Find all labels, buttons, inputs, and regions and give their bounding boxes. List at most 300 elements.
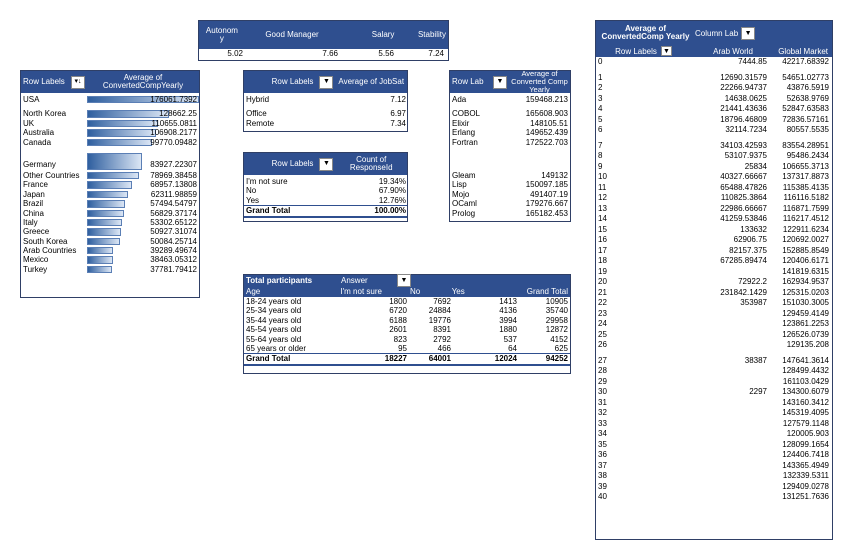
cell-global-market: 52847.63583 bbox=[782, 104, 829, 113]
age-total-not-sure: 18227 bbox=[384, 354, 407, 364]
row-label: Ada bbox=[452, 95, 467, 104]
table-row bbox=[450, 199, 570, 208]
age-col-no: No bbox=[409, 287, 421, 296]
filter-icon[interactable]: ▼ bbox=[493, 76, 507, 89]
row-value: 38463.05312 bbox=[150, 255, 197, 265]
country-header-row bbox=[21, 71, 199, 93]
age-col-not-sure: I'm not sure bbox=[340, 287, 382, 296]
row-label: 11 bbox=[598, 182, 607, 192]
row-value: 6.97 bbox=[390, 109, 406, 119]
table-row bbox=[596, 492, 832, 503]
row-value: 99770.09482 bbox=[150, 137, 197, 147]
table-row bbox=[21, 218, 199, 227]
row-label: UK bbox=[23, 118, 35, 128]
cell-global-market: 145319.4095 bbox=[782, 408, 829, 417]
table-row bbox=[244, 119, 407, 128]
row-value: 12.76% bbox=[378, 195, 406, 205]
cell-global-market: 106655.3713 bbox=[782, 161, 829, 171]
row-value: 172522.703 bbox=[525, 137, 568, 147]
total-participants-label: Total participants bbox=[246, 276, 313, 285]
cell-global-market: 128499.4432 bbox=[782, 366, 829, 375]
filter-icon[interactable]: ▼ bbox=[319, 76, 333, 89]
value-cell bbox=[87, 128, 197, 137]
table-row bbox=[596, 151, 832, 162]
cell-global-market: 141819.6315 bbox=[782, 266, 829, 276]
cell-global-market: 52638.9769 bbox=[786, 93, 829, 103]
cell-no: 2792 bbox=[433, 334, 451, 344]
row-label: 32 bbox=[598, 408, 607, 417]
cell-global-market: 122911.6234 bbox=[782, 224, 829, 234]
row-label: 15 bbox=[598, 224, 607, 234]
cell-global-market: 129135.208 bbox=[786, 340, 829, 349]
row-label: No bbox=[246, 186, 257, 196]
cell-global-market: 124406.7418 bbox=[782, 450, 829, 459]
table-row bbox=[596, 298, 832, 309]
cell-arab-world bbox=[690, 450, 767, 461]
value-cell bbox=[87, 265, 197, 274]
row-label: 24 bbox=[598, 319, 607, 328]
cell-arab-world: 62906.75 bbox=[733, 235, 767, 244]
value-cell bbox=[87, 171, 197, 180]
autonomy-header: Autonom y bbox=[205, 25, 238, 43]
column-filter-icon[interactable]: ▼ bbox=[741, 27, 755, 40]
row-label: 36 bbox=[598, 450, 607, 459]
cell-arab-world: 7444.85 bbox=[738, 57, 767, 66]
row-label: 9 bbox=[598, 161, 603, 171]
table-row bbox=[596, 319, 832, 330]
response-value-header: Count of ResponseId bbox=[349, 154, 393, 172]
cell-arab-world bbox=[690, 408, 767, 419]
row-label: USA bbox=[23, 95, 40, 104]
row-label: Turkey bbox=[23, 264, 48, 274]
cell-arab-world: 18796.46809 bbox=[720, 114, 767, 124]
row-label: 31 bbox=[598, 397, 607, 407]
table-row bbox=[596, 277, 832, 288]
row-label: 14 bbox=[598, 214, 607, 223]
table-row bbox=[21, 109, 199, 118]
cell-global-market: 72836.57161 bbox=[782, 114, 829, 124]
value-cell bbox=[87, 246, 197, 255]
age-total-label: Grand Total bbox=[246, 354, 291, 364]
cell-arab-world bbox=[690, 267, 767, 278]
cell-global-market: 147641.3614 bbox=[782, 355, 829, 365]
cell-no: 8391 bbox=[433, 325, 451, 335]
table-row bbox=[21, 95, 199, 104]
table-row bbox=[450, 138, 570, 147]
age-total-row bbox=[244, 353, 570, 365]
table-row bbox=[450, 119, 570, 128]
cell-arab-world bbox=[690, 440, 767, 451]
row-label: South Korea bbox=[23, 236, 68, 246]
row-label: 30 bbox=[598, 387, 607, 396]
row-value: 78969.38458 bbox=[150, 170, 197, 180]
cell-global-market: 126526.0739 bbox=[782, 329, 829, 339]
table-row bbox=[21, 119, 199, 128]
table-row bbox=[244, 297, 570, 306]
table-row bbox=[21, 152, 199, 171]
response-row-labels-header bbox=[244, 158, 335, 171]
row-label: Canada bbox=[23, 137, 52, 147]
row-value: 57494.54797 bbox=[150, 199, 197, 209]
cell-global-market: 132339.5311 bbox=[782, 471, 829, 480]
row-label: 3 bbox=[598, 93, 603, 103]
table-row bbox=[21, 237, 199, 246]
language-header-row bbox=[450, 71, 570, 93]
row-label: 22 bbox=[598, 298, 607, 307]
row-label: 45-54 years old bbox=[246, 325, 302, 335]
row-label: Brazil bbox=[23, 199, 44, 209]
table-row bbox=[596, 288, 832, 299]
row-label: 18 bbox=[598, 256, 607, 265]
response-total-label: Grand Total bbox=[246, 206, 291, 216]
row-value: 179276.667 bbox=[525, 199, 568, 209]
cell-arab-world bbox=[690, 340, 767, 351]
cell-arab-world: 67285.89474 bbox=[720, 256, 767, 265]
age-title-row bbox=[244, 275, 570, 286]
value-cell bbox=[87, 227, 197, 236]
global-market-header: Global Market bbox=[778, 46, 828, 56]
row-label: Other Countries bbox=[23, 170, 80, 180]
cell-grand-total: 12872 bbox=[545, 325, 568, 335]
cell-arab-world: 72922.2 bbox=[738, 277, 767, 286]
cell-arab-world bbox=[690, 492, 767, 503]
table-row bbox=[596, 204, 832, 215]
language-row-labels-header bbox=[450, 76, 509, 89]
row-label: Elixir bbox=[452, 118, 470, 128]
country-row-labels-text: Row Labels bbox=[23, 76, 65, 86]
table-row bbox=[596, 214, 832, 225]
age-rows bbox=[244, 297, 570, 353]
age-total-yes: 12024 bbox=[494, 354, 517, 364]
row-label: 17 bbox=[598, 245, 607, 255]
value-cell bbox=[87, 95, 197, 104]
country-rows bbox=[21, 93, 199, 274]
row-value: 68957.13808 bbox=[150, 180, 197, 190]
table-row bbox=[244, 335, 570, 344]
cell-global-market: 134300.6079 bbox=[782, 387, 829, 396]
row-label: 8 bbox=[598, 151, 603, 160]
value-cell bbox=[87, 138, 197, 147]
row-label: 65 years or older bbox=[246, 343, 307, 353]
country-value-header: Average of ConvertedCompYearly bbox=[102, 72, 184, 90]
attributes-pivot bbox=[198, 20, 449, 61]
salary-value: 5.56 bbox=[378, 49, 394, 58]
age-header-row bbox=[244, 286, 570, 297]
table-row bbox=[244, 316, 570, 325]
table-row bbox=[596, 267, 832, 278]
cell-arab-world bbox=[690, 429, 767, 440]
cell-arab-world: 82157.375 bbox=[729, 245, 767, 255]
cell-grand-total: 10905 bbox=[545, 297, 568, 306]
cell-yes: 1413 bbox=[499, 297, 517, 306]
row-value: 39289.49674 bbox=[150, 246, 197, 256]
table-row bbox=[244, 109, 407, 118]
cell-no: 7692 bbox=[433, 297, 451, 306]
language-value-header: Average of Converted Comp Yearly bbox=[511, 69, 568, 94]
cell-arab-world: 21441.43636 bbox=[720, 104, 767, 113]
response-pivot bbox=[243, 152, 408, 222]
jobsat-header-row bbox=[244, 71, 407, 93]
value-cell bbox=[87, 152, 197, 171]
table-row bbox=[596, 387, 832, 398]
table-row bbox=[596, 461, 832, 472]
row-value: 176061.7392 bbox=[150, 95, 197, 104]
row-label: Italy bbox=[23, 217, 38, 227]
sort-filter-icon[interactable]: ▾↓ bbox=[71, 76, 85, 89]
row-label: 35 bbox=[598, 439, 607, 449]
cell-yes: 3994 bbox=[499, 315, 517, 325]
row-label: 35-44 years old bbox=[246, 315, 302, 325]
row-value: 19.34% bbox=[378, 177, 406, 186]
cell-global-market: 95486.2434 bbox=[786, 151, 829, 160]
filter-icon[interactable]: ▼ bbox=[661, 46, 672, 56]
cell-global-market: 137317.8873 bbox=[782, 172, 829, 181]
cell-global-market: 129409.0278 bbox=[782, 481, 829, 491]
table-row bbox=[244, 95, 407, 104]
age-total-grand: 94252 bbox=[545, 354, 568, 364]
table-row bbox=[596, 162, 832, 173]
row-label: 7 bbox=[598, 140, 603, 150]
table-row bbox=[21, 190, 199, 199]
cell-grand-total: 4152 bbox=[550, 334, 568, 344]
table-row bbox=[450, 171, 570, 180]
answer-filter-icon[interactable]: ▼ bbox=[397, 274, 411, 287]
cell-not-sure: 823 bbox=[393, 334, 407, 344]
table-row bbox=[596, 450, 832, 461]
cell-arab-world bbox=[690, 471, 767, 482]
experience-header-row bbox=[596, 21, 832, 45]
cell-global-market: 54651.02773 bbox=[782, 72, 829, 82]
cell-global-market: 42217.68392 bbox=[782, 57, 829, 66]
row-value: 50084.25714 bbox=[150, 236, 197, 246]
row-value: 37781.79412 bbox=[150, 264, 197, 274]
value-cell bbox=[87, 255, 197, 264]
row-label: 4 bbox=[598, 104, 603, 113]
row-label: 13 bbox=[598, 203, 607, 213]
cell-global-market: 120406.6171 bbox=[782, 256, 829, 265]
table-row bbox=[21, 199, 199, 208]
row-label: Erlang bbox=[452, 128, 476, 138]
row-label: Mexico bbox=[23, 255, 49, 265]
table-row bbox=[596, 57, 832, 68]
cell-not-sure: 1800 bbox=[389, 297, 407, 306]
cell-arab-world bbox=[690, 398, 767, 409]
table-row bbox=[596, 73, 832, 84]
row-label: 1 bbox=[598, 72, 603, 82]
cell-arab-world bbox=[690, 482, 767, 493]
table-row bbox=[596, 183, 832, 194]
row-label: 26 bbox=[598, 340, 607, 349]
country-row-labels-header bbox=[21, 76, 87, 89]
cell-global-market: 129459.4149 bbox=[782, 308, 829, 318]
cell-no: 24884 bbox=[428, 306, 451, 316]
cell-arab-world bbox=[690, 419, 767, 430]
table-row bbox=[596, 377, 832, 388]
cell-global-market: 43876.5919 bbox=[786, 83, 829, 92]
cell-arab-world: 32114.7234 bbox=[725, 125, 767, 134]
row-value: 62311.98859 bbox=[150, 189, 197, 199]
stability-header: Stability bbox=[417, 29, 446, 39]
cell-not-sure: 95 bbox=[398, 343, 407, 353]
age-pivot bbox=[243, 274, 571, 374]
table-row bbox=[596, 408, 832, 419]
cell-global-market: 120692.0027 bbox=[782, 235, 829, 244]
cell-arab-world bbox=[690, 377, 767, 388]
row-label: 28 bbox=[598, 366, 607, 375]
experience-pivot bbox=[595, 20, 833, 540]
experience-rows bbox=[596, 57, 832, 503]
response-total-value: 100.00% bbox=[374, 206, 406, 216]
answer-label: Answer bbox=[341, 276, 368, 285]
cell-global-market: 116217.4512 bbox=[782, 214, 829, 223]
cell-arab-world: 12690.31579 bbox=[720, 72, 767, 82]
row-label: 33 bbox=[598, 418, 607, 428]
table-row bbox=[596, 115, 832, 126]
row-label: Germany bbox=[23, 159, 56, 169]
row-label: 19 bbox=[598, 266, 607, 276]
cell-global-market: 161103.0429 bbox=[782, 376, 829, 386]
cell-not-sure: 6188 bbox=[389, 315, 407, 325]
autonomy-value: 5.02 bbox=[227, 49, 243, 58]
column-labels-header bbox=[695, 27, 755, 40]
cell-arab-world: 41259.53846 bbox=[720, 214, 767, 223]
table-row bbox=[21, 227, 199, 236]
cell-arab-world: 353987 bbox=[740, 298, 767, 307]
table-row bbox=[596, 172, 832, 183]
cell-arab-world: 22986.66667 bbox=[720, 203, 767, 213]
table-row bbox=[596, 141, 832, 152]
jobsat-value-header: Average of JobSat bbox=[338, 76, 405, 86]
cell-no: 466 bbox=[437, 343, 451, 353]
value-cell bbox=[87, 119, 197, 128]
cell-global-market: 125315.0203 bbox=[782, 287, 829, 297]
row-label: Lisp bbox=[452, 180, 467, 190]
row-value: 53302.65122 bbox=[150, 217, 197, 227]
table-row bbox=[596, 419, 832, 430]
table-row bbox=[596, 429, 832, 440]
cell-global-market: 131251.7636 bbox=[782, 492, 829, 501]
cell-global-market: 120005.903 bbox=[786, 429, 829, 438]
cell-arab-world: 133632 bbox=[740, 224, 767, 234]
cell-global-market: 162934.9537 bbox=[782, 277, 829, 286]
table-row bbox=[596, 440, 832, 451]
table-row bbox=[244, 196, 407, 205]
table-row bbox=[450, 128, 570, 137]
value-cell bbox=[87, 190, 197, 199]
row-label: 2 bbox=[598, 83, 603, 92]
cell-arab-world: 65488.47826 bbox=[720, 182, 767, 192]
row-label: 18-24 years old bbox=[246, 297, 302, 306]
table-row bbox=[21, 138, 199, 147]
table-row bbox=[596, 330, 832, 341]
row-label: France bbox=[23, 180, 48, 190]
row-value: 150097.185 bbox=[525, 180, 568, 190]
table-row bbox=[596, 94, 832, 105]
experience-row-labels-text: Row Labels bbox=[615, 46, 657, 56]
row-label: China bbox=[23, 208, 44, 218]
row-value: 491407.19 bbox=[530, 189, 568, 199]
row-label: 21 bbox=[598, 287, 607, 297]
cell-arab-world: 38387 bbox=[744, 355, 767, 365]
table-row bbox=[450, 109, 570, 118]
row-label: 5 bbox=[598, 114, 603, 124]
age-total-no: 64001 bbox=[428, 354, 451, 364]
cell-global-market: 83554.28951 bbox=[782, 140, 829, 150]
cell-global-market: 127579.1148 bbox=[782, 418, 829, 428]
jobsat-row-labels-header bbox=[244, 76, 335, 89]
cell-arab-world bbox=[690, 309, 767, 320]
table-row bbox=[596, 398, 832, 409]
cell-no: 19776 bbox=[428, 315, 451, 325]
table-row bbox=[450, 190, 570, 199]
table-row bbox=[596, 235, 832, 246]
cell-yes: 1880 bbox=[499, 325, 517, 335]
cell-not-sure: 6720 bbox=[389, 306, 407, 316]
cell-yes: 537 bbox=[503, 334, 517, 344]
cell-global-market: 80557.5535 bbox=[786, 125, 829, 134]
row-label: Japan bbox=[23, 189, 45, 199]
arab-world-header: Arab World bbox=[713, 46, 753, 56]
table-row bbox=[596, 366, 832, 377]
row-label: 38 bbox=[598, 471, 607, 480]
table-row bbox=[596, 125, 832, 136]
row-value: 110655.0811 bbox=[151, 118, 197, 128]
row-label: Fortran bbox=[452, 137, 478, 147]
table-row bbox=[21, 128, 199, 137]
table-row bbox=[596, 104, 832, 115]
row-value: 149132 bbox=[541, 170, 568, 180]
row-label: 0 bbox=[598, 57, 603, 66]
cell-yes: 64 bbox=[508, 343, 517, 353]
country-salary-pivot bbox=[20, 70, 200, 298]
attributes-values-row bbox=[199, 49, 448, 58]
cell-global-market: 143365.4949 bbox=[782, 460, 829, 470]
row-label: 55-64 years old bbox=[246, 334, 302, 344]
cell-arab-world: 231842.1429 bbox=[720, 287, 767, 297]
response-header-row bbox=[244, 153, 407, 175]
filter-icon[interactable]: ▼ bbox=[319, 158, 333, 171]
value-cell bbox=[87, 218, 197, 227]
table-row bbox=[450, 180, 570, 189]
row-value: 149652.439 bbox=[525, 128, 568, 138]
table-row bbox=[596, 471, 832, 482]
cell-yes: 4136 bbox=[499, 306, 517, 316]
row-label: 39 bbox=[598, 481, 607, 491]
row-value: 106908.2177 bbox=[150, 128, 197, 138]
row-label: OCaml bbox=[452, 199, 477, 209]
response-total-row bbox=[244, 205, 407, 217]
row-label: Greece bbox=[23, 227, 50, 237]
table-row bbox=[450, 209, 570, 218]
language-pivot bbox=[449, 70, 571, 222]
experience-subheader-row bbox=[596, 45, 832, 57]
row-label: 40 bbox=[598, 492, 607, 501]
cell-arab-world bbox=[690, 366, 767, 377]
table-row bbox=[450, 95, 570, 104]
table-row bbox=[244, 344, 570, 353]
row-label: 23 bbox=[598, 308, 607, 318]
cell-global-market: 116116.5182 bbox=[783, 193, 829, 202]
table-row bbox=[21, 255, 199, 264]
table-row bbox=[21, 171, 199, 180]
row-label: Office bbox=[246, 109, 267, 119]
row-label: COBOL bbox=[452, 109, 481, 119]
table-row bbox=[244, 186, 407, 195]
row-value: 159468.213 bbox=[525, 95, 568, 104]
table-row bbox=[596, 225, 832, 236]
cell-grand-total: 35740 bbox=[545, 306, 568, 316]
cell-arab-world: 14638.0625 bbox=[724, 93, 767, 103]
